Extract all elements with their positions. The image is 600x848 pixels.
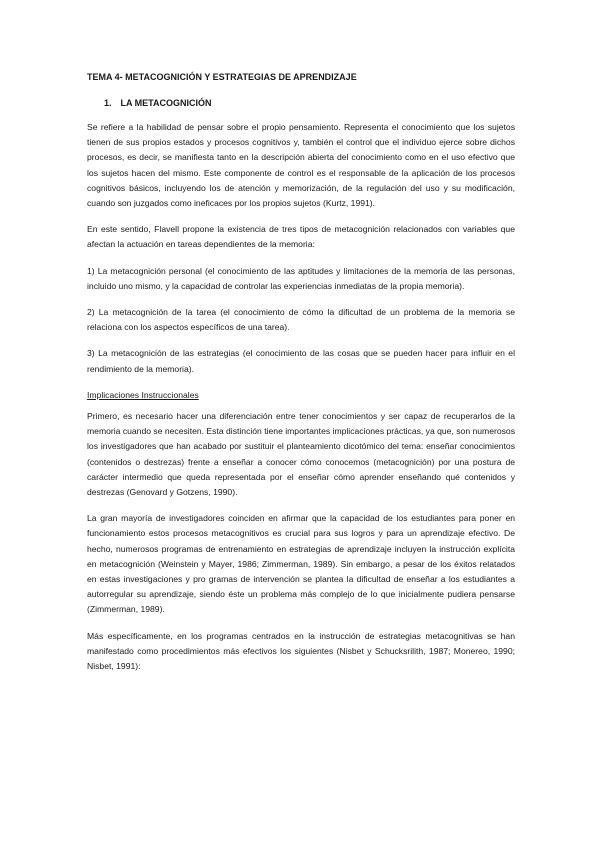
paragraph: La gran mayoría de investigadores coinciden en afirmar que la capacidad de los estudiantes para poner en funcionamiento estos procesos metacognitivos es crucial para sus logros y para un aprendizaje efectivo. De hecho, numerosos programas de entrenamiento en estrategias de aprendizaje incluyen la instrucción explícita en metacognición (Weinstein y Mayer, 1986; Zimmerman, 1989). Sin embargo, a pesar de los éxitos relatados en estas investigaciones y pro gramas de intervención se plantea la dificultad de enseñar a los estudiantes a autorregular su aprendizaje, siendo éste un problema más complejo de lo que inicialmente pudiera pensarse (Zimmerman, 1989).: [87, 513, 515, 615]
paragraph: 3) La metacognición de las estrategias (el conocimiento de las cosas que se pueden hacer para influir en el rendimiento de la memoria).: [87, 348, 515, 374]
section-number: 1.: [104, 98, 112, 108]
paragraph: Se refiere a la habilidad de pensar sobre el propio pensamiento. Representa el conocimiento que los sujetos tienen de sus propios estados y procesos cognitivos y, también el control que el individuo ejerce sobre dichos procesos, es decir, se manifiesta tanto en la descripción abierta del conocimiento como en el uso efectivo que los sujetos hacen del mismo. Este componente de control es el responsable de la aplicación de los procesos cognitivos básicos, incluyendo los de atención y memorización, de la regulación del uso y su modificación, cuando son juzgados como ineficaces por los propios sujetos (Kurtz, 1991).: [87, 122, 515, 209]
paragraph: 2) La metacognición de la tarea (el conocimiento de cómo la dificultad de un problema de la memoria se relaciona con los aspectos específicos de una tarea).: [87, 307, 515, 333]
paragraph: En este sentido, Flavell propone la existencia de tres tipos de metacognición relacionados con variables que afectan la actuación en tareas dependientes de la memoria:: [87, 224, 515, 250]
paragraph: 1) La metacognición personal (el conocimiento de las aptitudes y limitaciones de la memoria de las personas, incluido uno mismo, y la capacidad de controlar las experiencias inmediatas de la propia memoria).: [87, 265, 515, 291]
section-heading: [104, 98, 515, 108]
paragraph: Primero, es necesario hacer una diferenciación entre tener conocimientos y ser capaz de recuperarlos de la memoria cuando se necesiten. Esta distinción tiene importantes implicaciones prácticas, ya que, son numerosos los investigadores que han acabado por sustituir el planteamiento dicotómico del tema: enseñar conocimientos (contenidos o destrezas) frente a enseñar a conocer cómo conocemos (metacognición) por una postura de carácter intermedio que queda representada por el enseñar cómo aprender enseñando qué contenidos y destrezas (Genovard y Gotzens, 1990).: [87, 411, 515, 498]
document-body: [87, 72, 515, 685]
section-label: LA METACOGNICIÓN: [120, 98, 212, 108]
document-title: TEMA 4- METACOGNICIÓN Y ESTRATEGIAS DE APRENDIZAJE: [87, 72, 357, 82]
paragraph: Más específicamente, en los programas centrados en la instrucción de estrategias metacognitivas se han manifestado como procedimientos más efectivos los siguientes (Nisbet y Schucksrilith, 1987; Monereo, 1990; Nisbet, 1991):: [87, 630, 515, 672]
subheading: Implicaciones Instruccionales: [87, 389, 199, 400]
